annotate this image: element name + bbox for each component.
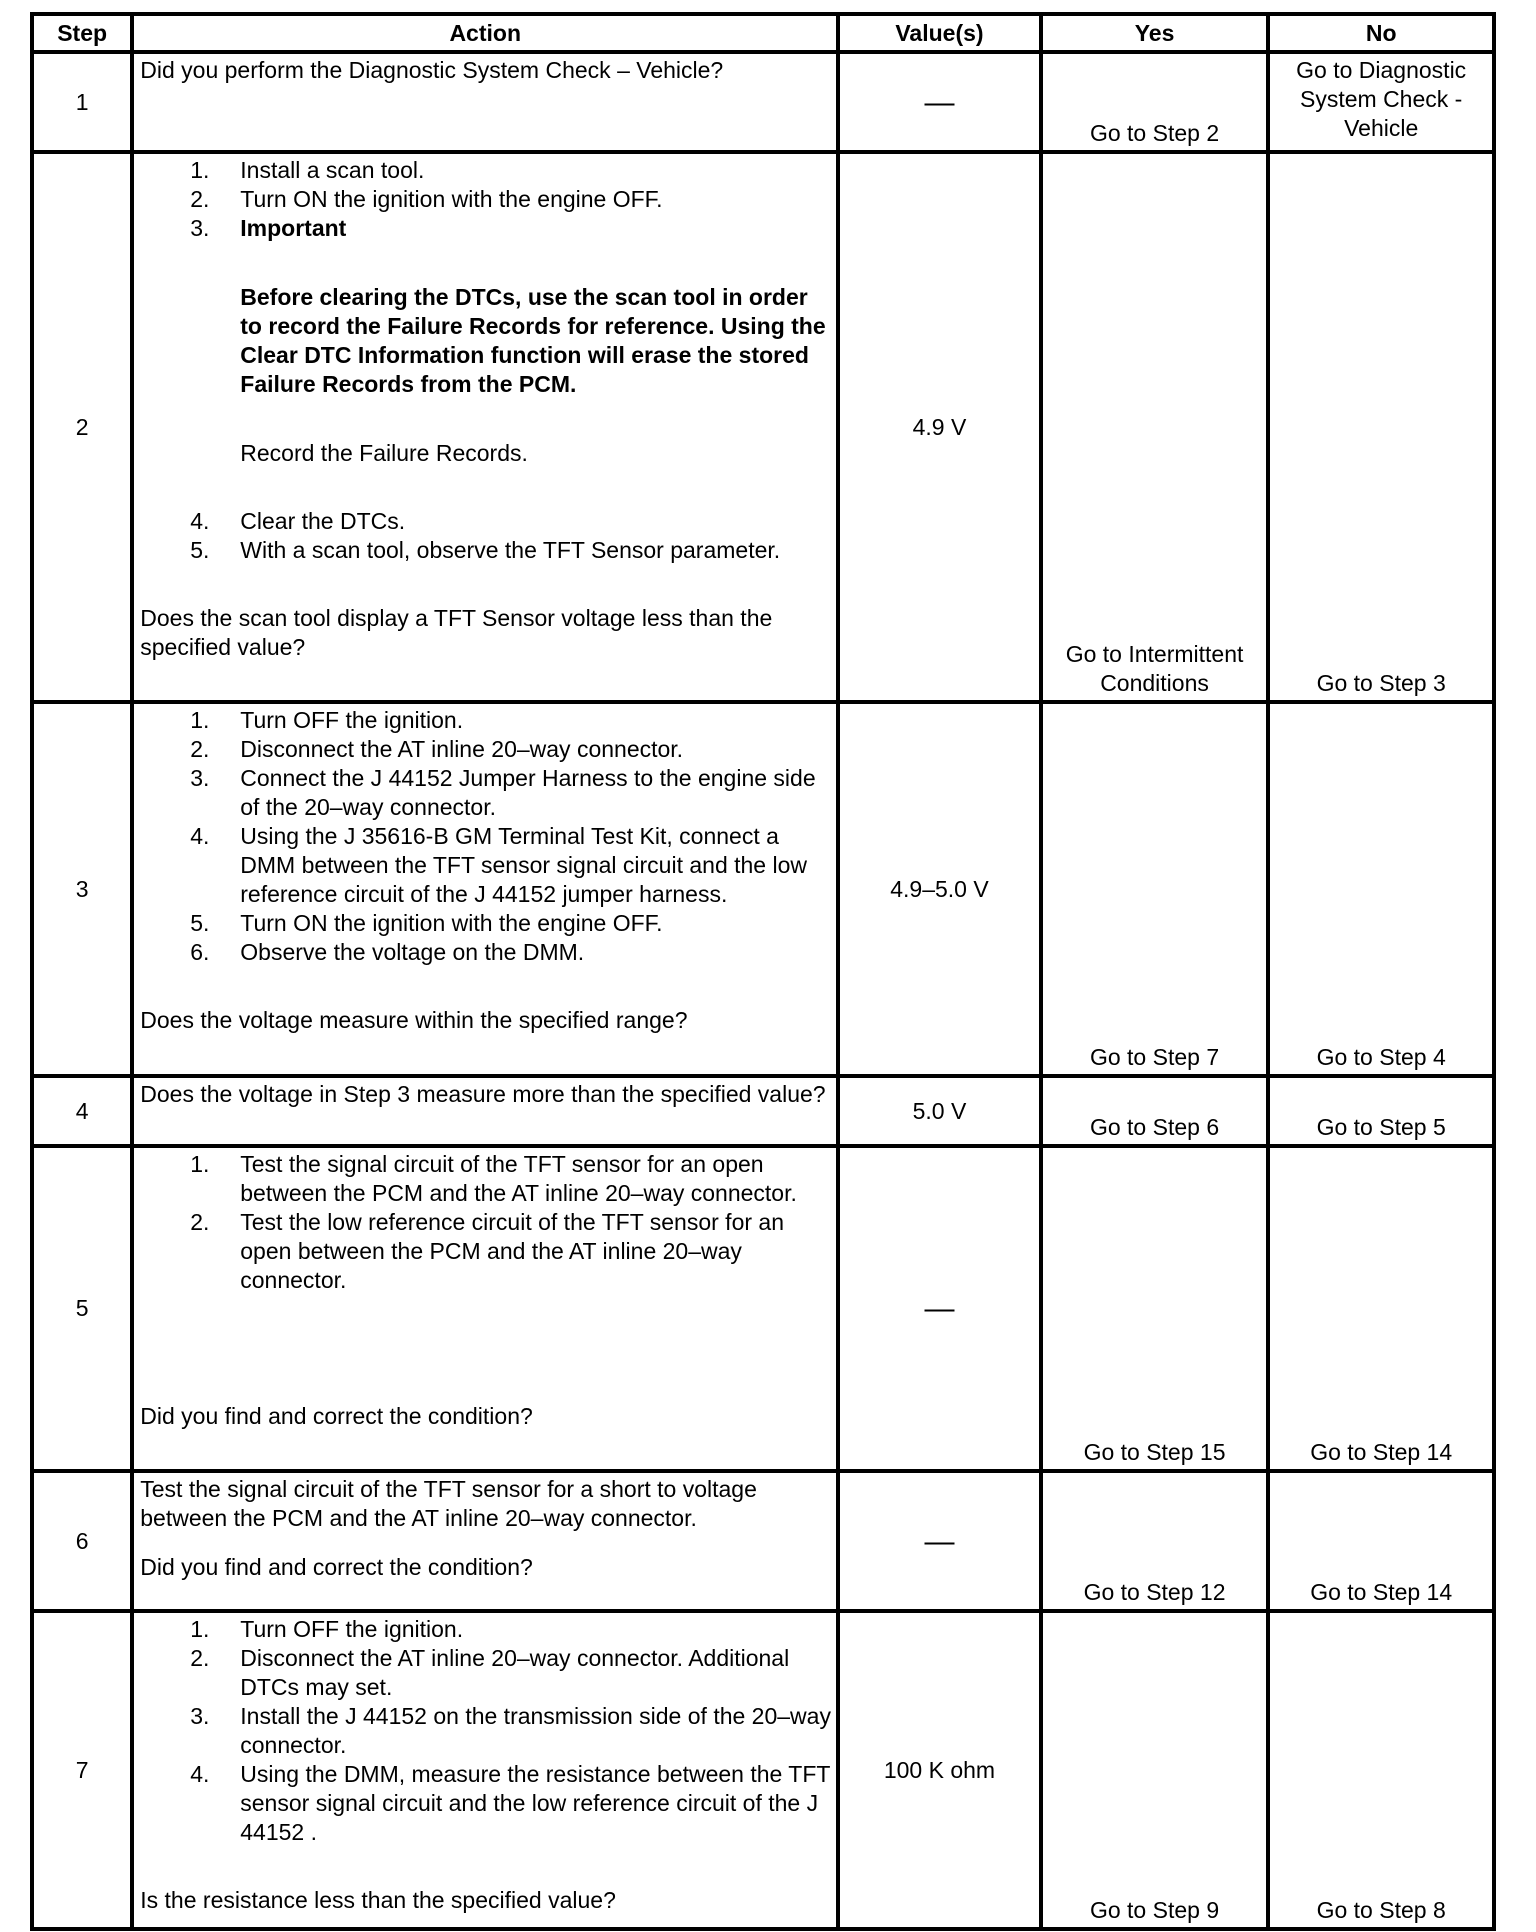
no-cell: Go to Step 14 <box>1268 1146 1494 1471</box>
diagnostic-table <box>30 12 1496 1931</box>
action-cell <box>132 1471 838 1611</box>
question-text: Did you find and correct the condition? <box>140 1554 533 1580</box>
no-cell: Go to Diagnostic System Check - Vehicle <box>1268 52 1494 152</box>
step-list <box>140 1615 832 1847</box>
value-cell: — <box>838 1471 1041 1611</box>
step-number: 4 <box>32 1076 132 1146</box>
step-number: 1 <box>32 52 132 152</box>
list-item: 1. Install a scan tool. <box>190 157 425 183</box>
step-number: 3 <box>32 702 132 1076</box>
step-list <box>140 706 832 967</box>
action-cell <box>132 52 838 152</box>
list-item: 2. Test the low reference circuit of the TFT sensor for an open between the PCM and the AT inline 20–way connector. <box>190 1209 784 1293</box>
step-number: 5 <box>32 1146 132 1471</box>
value-cell: 4.9 V <box>838 152 1041 702</box>
record-instruction: Record the Failure Records. <box>240 440 528 466</box>
question-text: Did you find and correct the condition? <box>140 1403 533 1429</box>
no-cell: Go to Step 3 <box>1268 152 1494 702</box>
action-cell <box>132 1146 838 1471</box>
table-row <box>32 702 1494 1076</box>
action-cell <box>132 1611 838 1929</box>
value-cell: — <box>838 1146 1041 1471</box>
action-text: Did you perform the Diagnostic System Check – Vehicle? <box>140 57 724 83</box>
list-item: 1. Test the signal circuit of the TFT sensor for an open between the PCM and the AT inline 20–way connector. <box>190 1151 797 1206</box>
no-cell: Go to Step 14 <box>1268 1471 1494 1611</box>
table-row <box>32 1146 1494 1471</box>
step-number: 2 <box>32 152 132 702</box>
yes-cell: Go to Step 15 <box>1041 1146 1269 1471</box>
no-cell: Go to Step 5 <box>1268 1076 1494 1146</box>
important-heading: Important <box>240 215 347 241</box>
table-row <box>32 152 1494 702</box>
action-cell <box>132 152 838 702</box>
list-item: 2. Turn ON the ignition with the engine OFF. <box>190 186 663 212</box>
list-item: 3. Install the J 44152 on the transmission side of the 20–way connector. <box>190 1703 831 1758</box>
important-note: Before clearing the DTCs, use the scan tool in order to record the Failure Records for reference. Using the Clear DTC Information function will erase the stored Failure Records from the PCM. <box>240 284 826 397</box>
list-item: 1. Turn OFF the ignition. <box>190 707 464 733</box>
question-text: Is the resistance less than the specified value? <box>140 1887 616 1913</box>
yes-cell: Go to Step 6 <box>1041 1076 1269 1146</box>
yes-cell: Go to Step 2 <box>1041 52 1269 152</box>
action-text: Test the signal circuit of the TFT sensor for a short to voltage between the PCM and the AT inline 20–way connector. <box>140 1476 757 1531</box>
no-cell: Go to Step 8 <box>1268 1611 1494 1929</box>
list-item: 5. Turn ON the ignition with the engine OFF. <box>190 910 663 936</box>
question-text: Does the scan tool display a TFT Sensor voltage less than the specified value? <box>140 605 773 660</box>
list-item: 4. Using the DMM, measure the resistance between the TFT sensor signal circuit and the low reference circuit of the J 44152 . <box>190 1761 831 1845</box>
table-row <box>32 1471 1494 1611</box>
list-item: 4. Clear the DTCs. <box>190 508 406 534</box>
step-list <box>140 156 832 565</box>
table-row <box>32 52 1494 152</box>
list-item: 2. Disconnect the AT inline 20–way connector. <box>190 736 684 762</box>
list-item: 2. Disconnect the AT inline 20–way connector. Additional DTCs may set. <box>190 1645 790 1700</box>
step-list <box>140 1150 832 1295</box>
list-item: 3. Connect the J 44152 Jumper Harness to the engine side of the 20–way connector. <box>190 765 816 820</box>
list-item: 1. Turn OFF the ignition. <box>190 1616 464 1642</box>
no-cell: Go to Step 4 <box>1268 702 1494 1076</box>
action-cell <box>132 1076 838 1146</box>
question-text: Does the voltage measure within the specified range? <box>140 1007 688 1033</box>
header-yes: Yes <box>1041 14 1269 52</box>
table-row <box>32 1611 1494 1929</box>
yes-cell: Go to Step 7 <box>1041 702 1269 1076</box>
header-row <box>32 14 1494 52</box>
header-action: Action <box>132 14 838 52</box>
step-number: 7 <box>32 1611 132 1929</box>
list-item: 3. Important Before clearing the DTCs, use the scan tool in order to record the Failure Records for reference. Using the Clear DTC Information function will erase the stored Failure Records from the PCM. Record the Failure Records. <box>140 214 832 507</box>
header-step: Step <box>32 14 132 52</box>
action-cell <box>132 702 838 1076</box>
action-text: Does the voltage in Step 3 measure more than the specified value? <box>140 1081 826 1107</box>
list-item: 5. With a scan tool, observe the TFT Sensor parameter. <box>190 537 781 563</box>
value-cell: 4.9–5.0 V <box>838 702 1041 1076</box>
list-item: 6. Observe the voltage on the DMM. <box>190 939 585 965</box>
header-no: No <box>1268 14 1494 52</box>
value-cell: 100 K ohm <box>838 1611 1041 1929</box>
step-number: 6 <box>32 1471 132 1611</box>
value-cell: 5.0 V <box>838 1076 1041 1146</box>
yes-cell: Go to Step 12 <box>1041 1471 1269 1611</box>
header-values: Value(s) <box>838 14 1041 52</box>
yes-cell: Go to Intermittent Conditions <box>1041 152 1269 702</box>
list-item: 4. Using the J 35616-B GM Terminal Test Kit, connect a DMM between the TFT sensor signal circuit and the low reference circuit of the J 44152 jumper harness. <box>190 823 807 907</box>
value-cell: — <box>838 52 1041 152</box>
table-row <box>32 1076 1494 1146</box>
yes-cell: Go to Step 9 <box>1041 1611 1269 1929</box>
